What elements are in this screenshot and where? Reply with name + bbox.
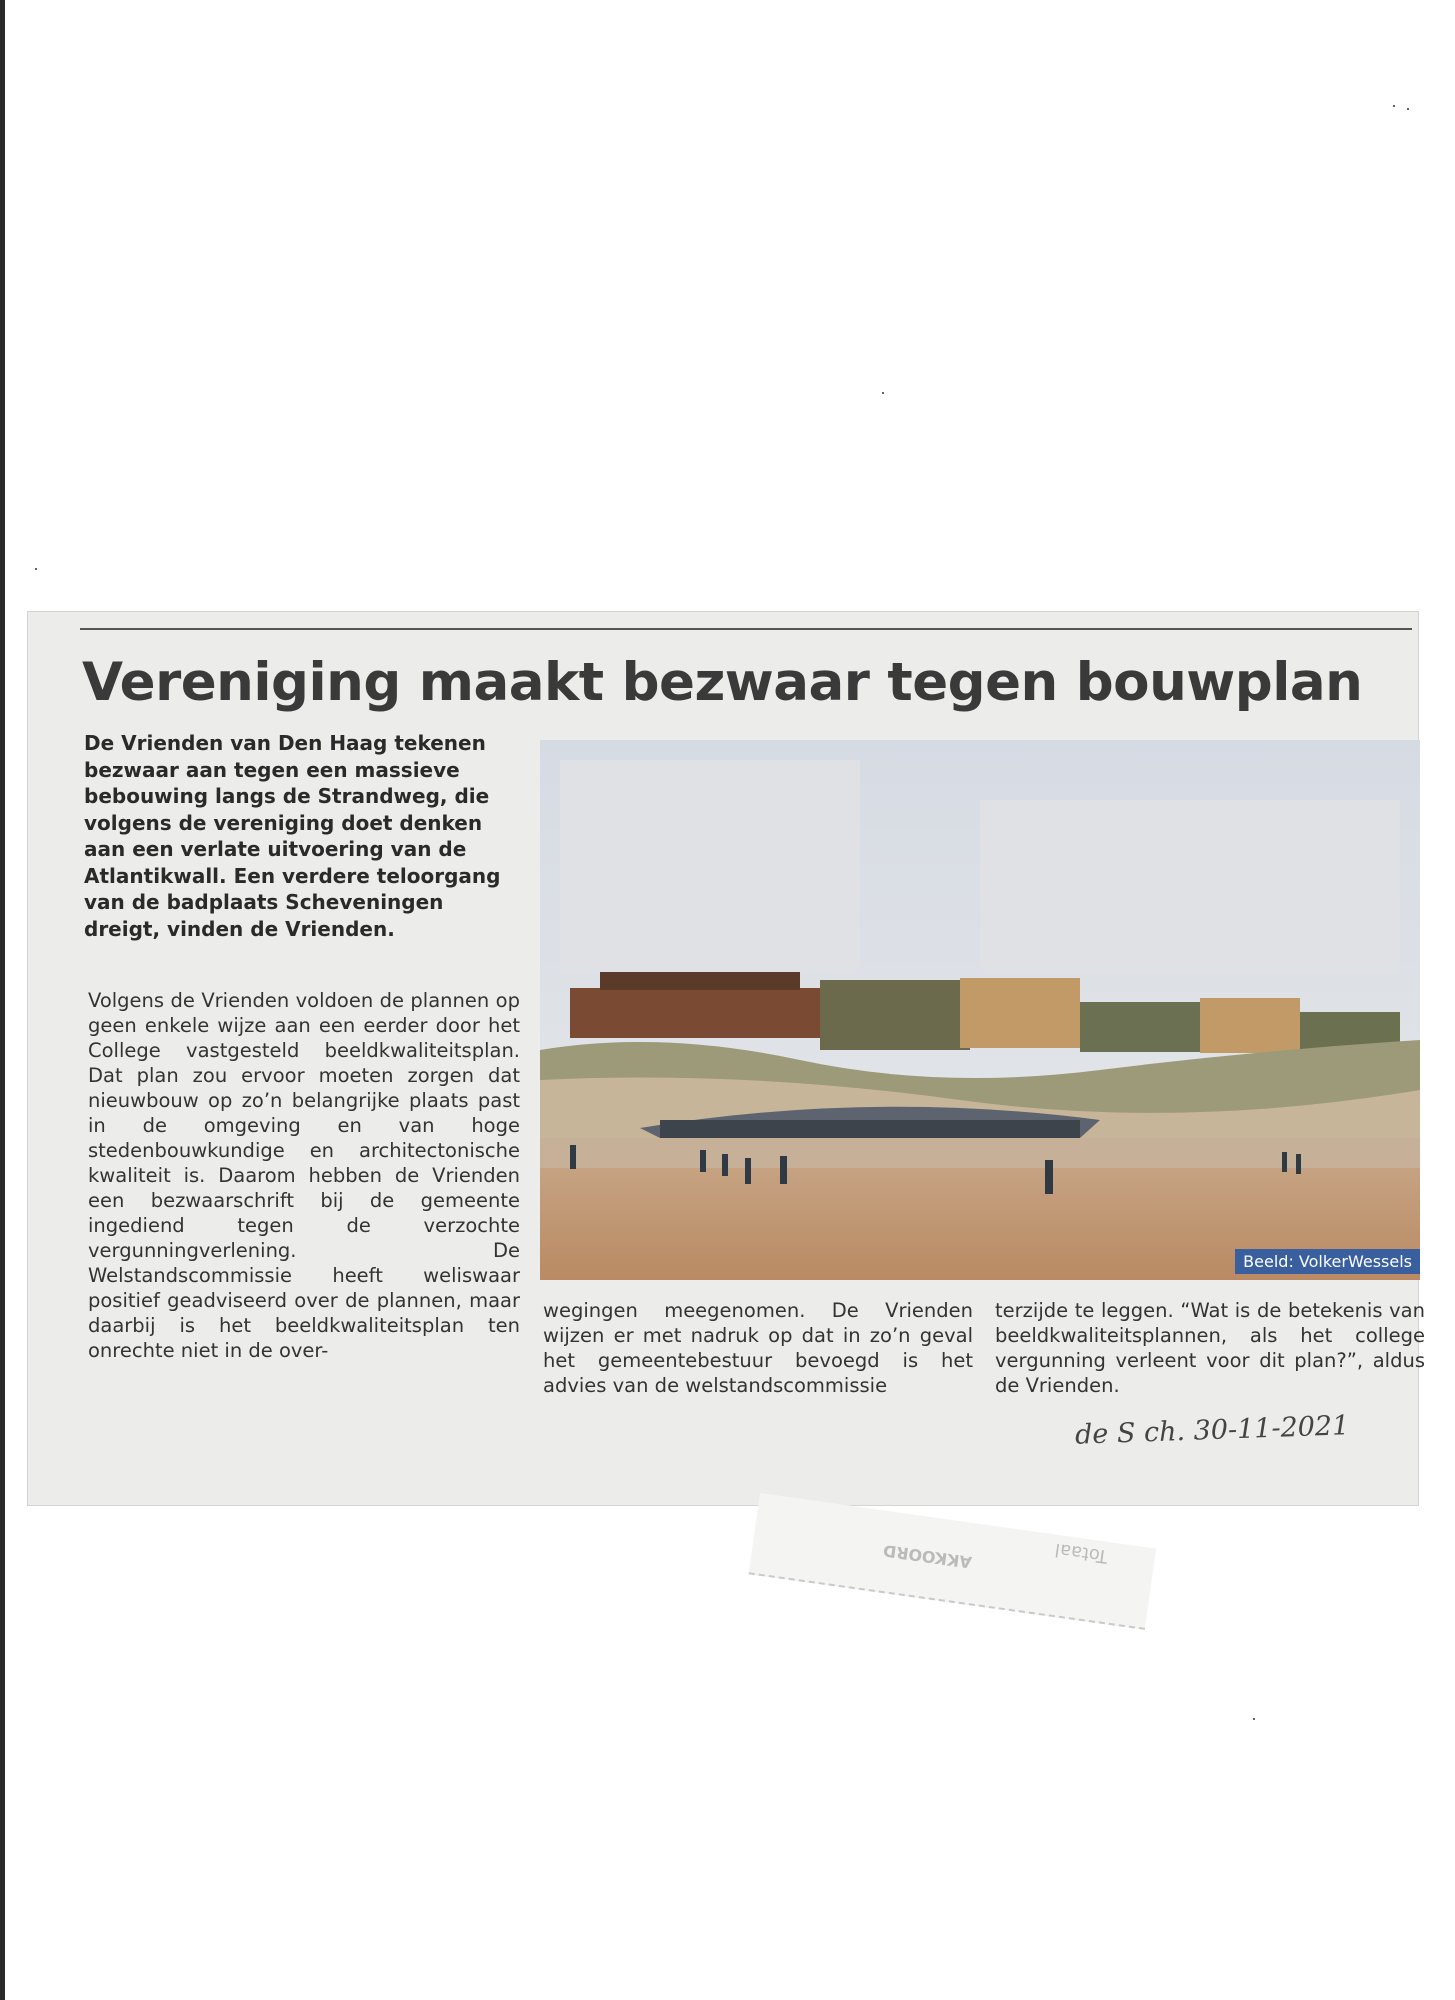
receipt-stamp-text: AKKOORD [881,1540,973,1573]
article-body-column-1: Volgens de Vrienden voldoen de plannen op geen enkele wijze aan een eerder door het College vastgesteld beeldkwaliteitsplan. Dat plan zou ervoor moeten zorgen dat nieuwbouw op zo’n belangrijke plaats past in de omgeving en van hoge stedenbouwkundige en architectonische kwaliteit is. Daarom hebben de Vrienden een bezwaarschrift bij de gemeente ingediend tegen de verzochte vergunningverlening. De Welstandscommissie heeft weliswaar positief geadviseerd over de plannen, maar daarbij is het beeldkwaliteitsplan ten onrechte niet in de over- [88,989,520,1362]
article-photo [540,740,1420,1280]
top-rule [80,628,1412,630]
receipt-scrap [749,1493,1157,1630]
handwritten-date-note: de S ch. 30-11-2021 [1074,1410,1350,1451]
article-body-column-2: wegingen meegenomen. De Vrienden wijzen er met nadruk op dat in zo’n geval het gemeentebestuur bevoegd is het advies van de welstandscommissie [543,1299,973,1397]
photo-credit: Beeld: VolkerWessels [1235,1249,1420,1274]
scan-speck [1393,105,1395,107]
scan-speck [882,392,884,394]
article-headline: Vereniging maakt bezwaar tegen bouwplan [82,652,1363,713]
scan-speck [35,568,37,570]
beach-building-illustration [540,740,1420,1280]
article-lead: De Vrienden van Den Haag tekenen bezwaar aan tegen een massieve bebouwing langs de Strandweg, die volgens de vereniging doet denken aan een verlate uitvoering van de Atlantikwall. Een verdere teloorgang van de badplaats Scheveningen dreigt, vinden de Vrienden. [84,731,501,941]
scan-left-edge [0,0,5,2000]
receipt-total-text: Totaal [1053,1538,1110,1567]
scan-speck [1407,108,1409,110]
article-body-column-3: terzijde te leggen. “Wat is de betekenis van beeldkwaliteitsplannen, als het college vergunning verleent voor dit plan?”, aldus de Vrienden. [995,1299,1425,1397]
scan-speck [1253,1718,1255,1720]
